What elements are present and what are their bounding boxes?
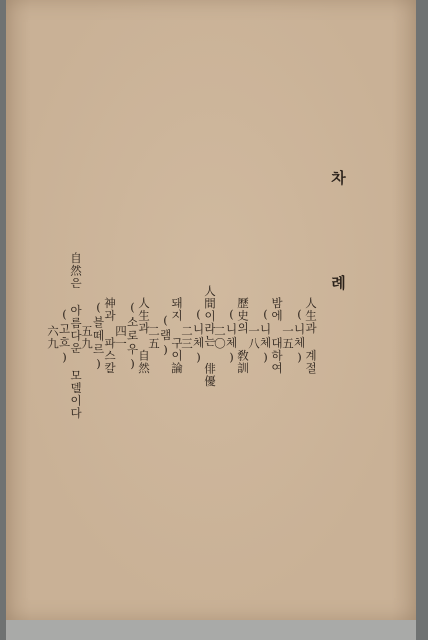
toc-entry xyxy=(114,126,151,546)
toc-entry-title: 人生과 계절 xyxy=(304,297,318,375)
toc-entry-author: (니체) xyxy=(191,306,206,366)
toc-entry-page-number: 一五 xyxy=(281,324,295,350)
toc-entry-page-number: 二〇 xyxy=(213,324,227,350)
toc-entry-page-number: 六九 xyxy=(46,324,60,350)
toc-entry-title: 神과 파스칼 xyxy=(103,297,117,375)
toc-entry-title: 밤에 대하여 xyxy=(270,297,284,375)
toc-entry xyxy=(147,126,184,546)
toc-entry xyxy=(247,126,284,546)
toc-entry-author: (니체) xyxy=(224,306,239,366)
toc-entry-title: 自然은 아름다운 모델이다 xyxy=(69,252,83,420)
toc-entry-author: (고흐) xyxy=(57,306,72,366)
toc-entry-page-number: 二三 xyxy=(180,324,194,350)
toc-entry xyxy=(180,126,217,546)
table-of-contents-heading: 차 례 xyxy=(329,170,347,326)
toc-entry-page-number: 五九 xyxy=(80,324,94,350)
toc-entry xyxy=(80,126,117,546)
toc-entry-page-number: 一八 xyxy=(247,324,261,350)
toc-entry-author: (블떼르) xyxy=(91,299,106,373)
toc-entry xyxy=(213,126,250,546)
toc-entry-title: 人生과 自然 xyxy=(137,297,151,375)
toc-entry-page-number: 二五 xyxy=(147,324,161,350)
toc-entry-author: (소로우) xyxy=(125,299,140,373)
toc-entry-title: 돼지 구이論 xyxy=(170,297,184,375)
toc-entry-author: (램) xyxy=(158,313,173,359)
page-bottom-edge xyxy=(6,620,416,640)
toc-entry-title: 人間이라는 俳優 xyxy=(203,284,217,388)
toc-entry xyxy=(46,126,83,546)
book-page xyxy=(6,0,416,620)
toc-entry xyxy=(281,126,318,546)
toc-entry-author: (니체) xyxy=(292,306,307,366)
toc-entry-page-number: 四一 xyxy=(114,324,128,350)
toc-entry-title: 歷史의 敎訓 xyxy=(236,297,250,375)
toc-entry-author: (니체) xyxy=(258,306,273,366)
